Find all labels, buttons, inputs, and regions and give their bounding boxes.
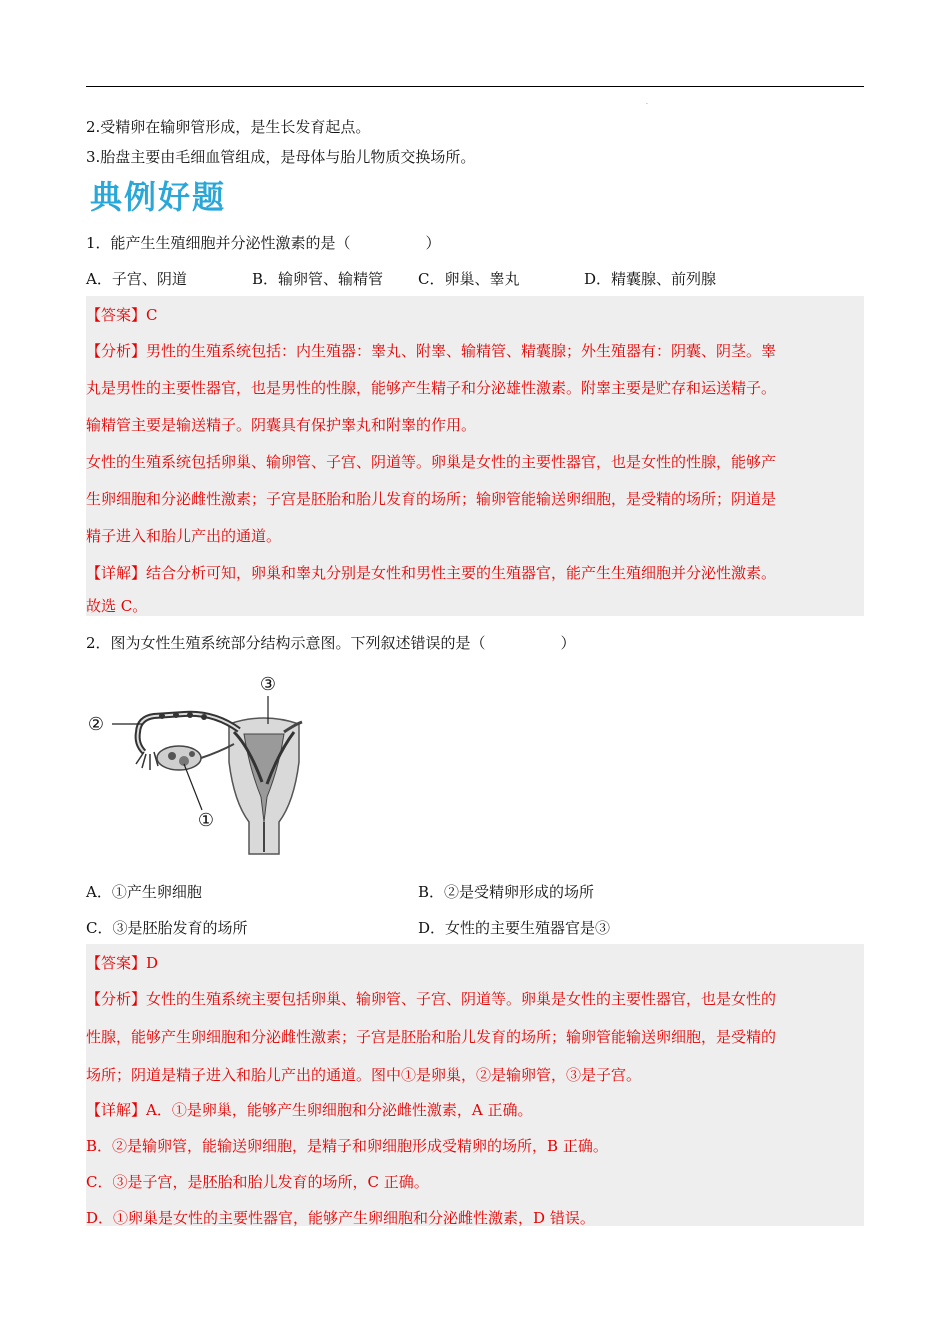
q2-detail-line-3: C．③是子宫，是胚胎和胎儿发育的场所，C 正确。 (86, 1173, 429, 1191)
q2-detail-line-4: D．①卵巢是女性的主要性器官，能够产生卵细胞和分泌雌性激素，D 错误。 (86, 1209, 595, 1227)
q1-analysis-line-4: 女性的生殖系统包括卵巢、输卵管、子宫、阴道等。卵巢是女性的主要性器官，也是女性的性腺，能够产 (86, 453, 777, 471)
q1-analysis-line-5: 生卵细胞和分泌雌性激素；子宫是胚胎和胎儿发育的场所；输卵管能输送卵细胞，是受精的场所；阴道是 (86, 490, 777, 508)
q1-option-d: D．精囊腺、前列腺 (584, 270, 717, 288)
q1-analysis-line-1: 【分析】男性的生殖系统包括：内生殖器：睾丸、附睾、输精管、精囊腺；外生殖器有：阴囊、阴茎。睾 (86, 342, 777, 360)
header-dot: . (646, 99, 648, 106)
q1-analysis-line-2: 丸是男性的主要性器官，也是男性的性腺，能够产生精子和分泌雄性激素。附睾主要是贮存和运送精子。 (86, 379, 777, 397)
q1-answer: 【答案】C (86, 306, 158, 324)
q1-option-b: B．输卵管、输精管 (252, 270, 384, 288)
q1-analysis-line-3: 输精管主要是输送精子。阴囊具有保护睾丸和附睾的作用。 (86, 416, 477, 434)
q2-detail-line-1: 【详解】A．①是卵巢，能够产生卵细胞和分泌雌性激素，A 正确。 (86, 1101, 533, 1119)
header-rule (86, 86, 864, 87)
q1-stem: 1．能产生生殖细胞并分泌性激素的是（ ） (86, 234, 441, 252)
section-title: 典例好题 (90, 178, 227, 216)
label-ovary: ① (197, 810, 215, 831)
q2-option-a: A．①产生卵细胞 (86, 883, 202, 901)
female-reproductive-diagram (84, 672, 314, 862)
label-uterus: ③ (259, 674, 277, 695)
q2-option-b: B．②是受精卵形成的场所 (418, 883, 595, 901)
q2-analysis-line-2: 性腺，能够产生卵细胞和分泌雌性激素；子宫是胚胎和胎儿发育的场所；输卵管能输送卵细胞，是受精的 (86, 1028, 777, 1046)
q1-option-c: C．卵巢、睾丸 (418, 270, 520, 288)
q1-option-a: A．子宫、阴道 (86, 270, 187, 288)
intro-line-2: 2.受精卵在输卵管形成，是生长发育起点。 (86, 118, 371, 136)
q1-detail-line-2: 故选 C。 (86, 597, 148, 615)
q2-detail-line-2: B．②是输卵管，能输送卵细胞，是精子和卵细胞形成受精卵的场所，B 正确。 (86, 1137, 608, 1155)
q1-analysis-line-6: 精子进入和胎儿产出的通道。 (86, 527, 282, 545)
ovary-shape (157, 746, 201, 770)
q2-option-c: C．③是胚胎发育的场所 (86, 919, 248, 937)
q2-answer: 【答案】D (86, 954, 159, 972)
q2-detail-tag: 【详解】 (86, 1101, 147, 1119)
q2-analysis-line-1: 【分析】女性的生殖系统主要包括卵巢、输卵管、子宫、阴道等。卵巢是女性的主要性器官，也是女性的 (86, 990, 777, 1008)
q2-stem: 2．图为女性生殖系统部分结构示意图。下列叙述错误的是（ ） (86, 634, 576, 652)
q1-detail-line-1: 【详解】结合分析可知，卵巢和睾丸分别是女性和男性主要的生殖器官，能产生生殖细胞并分泌性激素。 (86, 564, 777, 582)
label-fallopian-tube: ② (87, 714, 105, 735)
intro-line-3: 3.胎盘主要由毛细血管组成，是母体与胎儿物质交换场所。 (86, 148, 476, 166)
q2-option-d: D．女性的主要生殖器官是③ (418, 919, 611, 937)
q1-detail-tag: 【详解】 (86, 564, 147, 582)
q2-analysis-line-3: 场所；阴道是精子进入和胎儿产出的通道。图中①是卵巢，②是输卵管，③是子宫。 (86, 1066, 642, 1084)
q1-analysis-tag: 【分析】 (86, 342, 147, 360)
fallopian-tube (138, 714, 239, 752)
q2-analysis-tag: 【分析】 (86, 990, 147, 1008)
